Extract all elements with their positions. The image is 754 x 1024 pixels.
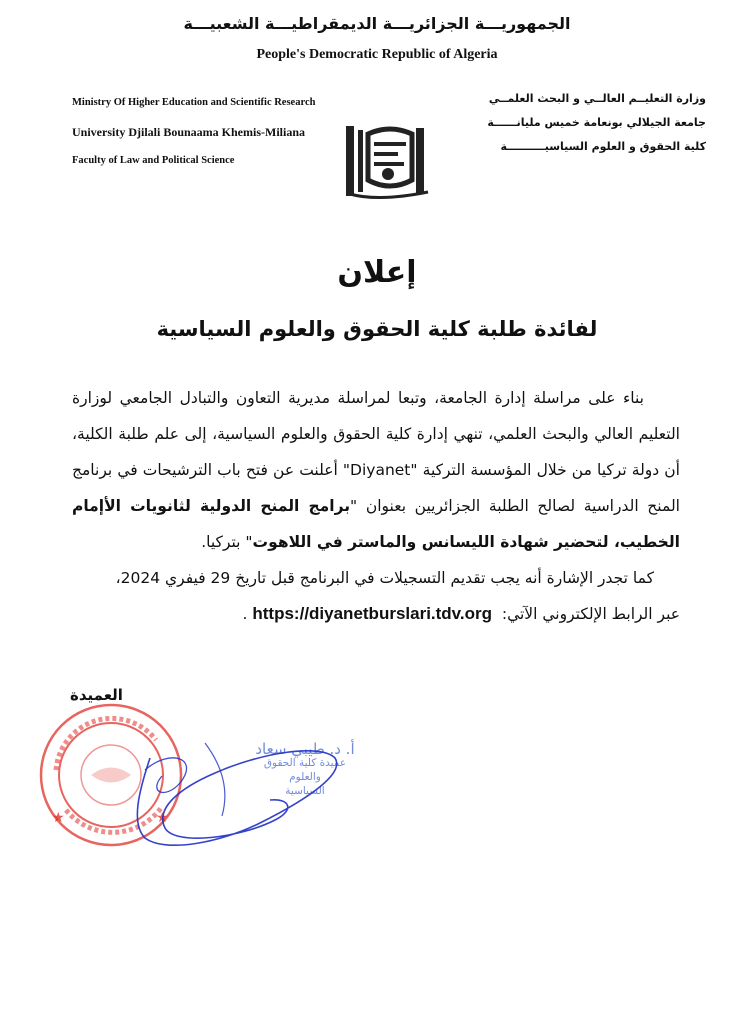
svg-text:★: ★ — [156, 810, 169, 826]
body-paragraph-3 — [72, 596, 680, 632]
svg-text:★: ★ — [52, 810, 65, 826]
body-paragraph-2: كما تجدر الإشارة أنه يجب تقديم التسجيلات في البرنامج قبل تاريخ 29 فيفري 2024، — [115, 569, 654, 587]
english-faculty-line: Faculty of Law and Political Science — [72, 155, 235, 166]
announcement-body — [72, 380, 680, 632]
arabic-university-line: جامعة الجيلالي بونعامة خميس مليانــــــة — [487, 116, 706, 129]
paragraph-1-end: " بتركيا. — [201, 533, 253, 551]
english-ministry-line: Ministry Of Higher Education and Scientific Research — [72, 97, 316, 108]
dean-name: أ. د. طيبي سعاد — [255, 740, 355, 758]
dean-title-line-1: عميدة كلية الحقوق والعلوم — [263, 757, 347, 783]
dean-label: العميدة — [70, 686, 123, 704]
announcement-subtitle: لفائدة طلبة كلية الحقوق والعلوم السياسية — [156, 317, 598, 341]
english-institution-block — [72, 97, 362, 183]
body-paragraph-1 — [72, 380, 680, 560]
program-name: برامج المنح الدولية لثانويات الأإمام الخطيب، لتحضير شهادة الليسانس والماستر في اللاهوت — [72, 497, 680, 551]
link-end: . — [242, 605, 248, 623]
dean-title-line-2: السياسية — [285, 785, 325, 797]
arabic-faculty-line: كلية الحقوق و العلوم السياسيــــــــــة — [500, 140, 706, 153]
arabic-ministry-line: وزارة التعليــم العالــي و البحث العلمــي — [488, 92, 706, 105]
university-logo-icon — [338, 120, 434, 200]
link-prefix: عبر الرابط الإلكتروني الآتي: — [501, 605, 680, 623]
arabic-republic-header: الجمهوريـــة الجزائريـــة الديمقراطيـــة الشعبيـــة — [183, 14, 571, 33]
english-university-line: University Djilali Bounaama Khemis-Miliana — [72, 125, 306, 139]
arabic-institution-block — [446, 92, 706, 164]
registration-link[interactable]: https://diyanetburslari.tdv.org — [252, 604, 492, 623]
english-republic-header: People's Democratic Republic of Algeria — [256, 47, 498, 62]
announcement-title: إعلان — [337, 255, 417, 290]
paragraph-1-text: بناء على مراسلة إدارة الجامعة، وتبعا لمراسلة مديرية التعاون والتبادل الجامعي لوزارة التعليم العالي والبحث العلمي، تنهي إدارة كلية الحقوق والعلوم السياسية، إلى علم طلبة الكلية، أن دولة تركيا من خلال المؤسسة التركية "Diyanet" أعلنت عن فتح باب الترشيحات في برنامج المنح الدراسية لصالح الطلبة الجزائريين بعنوان " — [72, 389, 680, 515]
handwritten-signature-icon — [110, 728, 350, 858]
